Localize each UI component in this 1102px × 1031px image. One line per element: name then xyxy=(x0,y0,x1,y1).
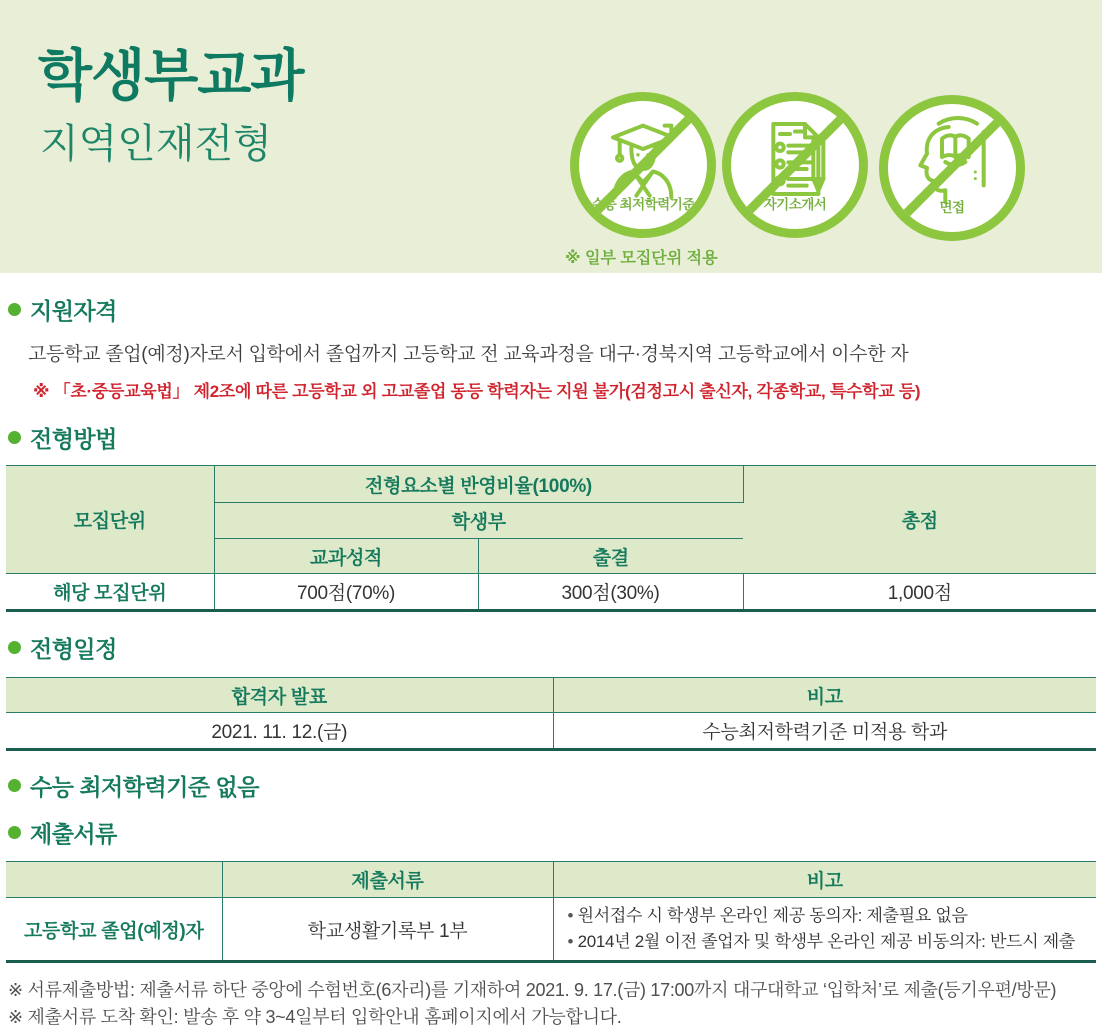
badge-csat-minimum xyxy=(570,92,716,238)
section-schedule-heading xyxy=(8,631,1102,664)
table-row xyxy=(6,898,1096,962)
documents-table xyxy=(6,861,1096,963)
method-header-subject: 교과성적 xyxy=(214,539,478,574)
table-row xyxy=(6,713,1096,750)
header-band xyxy=(0,0,1102,273)
badge-note: ※ 일부 모집단위 적용 xyxy=(565,250,718,267)
page-subtitle: 지역인재전형 xyxy=(40,122,272,166)
documents-header-remark: 비고 xyxy=(553,862,1096,898)
method-table xyxy=(6,465,1096,612)
section-minimum-heading xyxy=(8,769,1102,802)
method-header-total: 총점 xyxy=(743,466,1096,574)
badge-interview xyxy=(879,95,1025,241)
documents-header-target xyxy=(6,862,222,898)
method-row-subject: 700점(70%) xyxy=(214,574,478,611)
section-title: 전형방법 xyxy=(30,426,117,452)
schedule-table xyxy=(6,677,1096,751)
method-row-attendance: 300점(30%) xyxy=(478,574,743,611)
badge-label: 자기소개서 xyxy=(763,197,827,212)
schedule-header-announce: 합격자 발표 xyxy=(6,678,553,713)
bullet-dot-icon xyxy=(8,431,21,444)
section-eligibility-heading xyxy=(8,293,1102,326)
method-row-total: 1,000점 xyxy=(743,574,1096,611)
method-header-attendance: 출결 xyxy=(478,539,743,574)
documents-header-document: 제출서류 xyxy=(222,862,553,898)
schedule-header-remark: 비고 xyxy=(553,678,1096,713)
content-area xyxy=(0,273,1102,1031)
method-header-record: 학생부 xyxy=(214,503,743,539)
footnote-arrival-check: ※ 제출서류 도착 확인: 발송 후 약 3~4일부터 입학안내 홈페이지에서 가능합니다. xyxy=(8,1007,622,1027)
note-line: • 원서접수 시 학생부 온라인 제공 동의자: 제출필요 없음 xyxy=(568,903,1091,929)
note-line: • 2014년 2월 이전 졸업자 및 학생부 온라인 제공 비동의자: 반드시 제출 xyxy=(568,929,1091,955)
section-documents-heading xyxy=(8,816,1102,849)
schedule-row-announce: 2021. 11. 12.(금) xyxy=(6,713,553,750)
documents-row-notes xyxy=(553,898,1096,962)
method-header-ratio: 전형요소별 반영비율(100%) xyxy=(214,466,743,503)
section-title: 전형일정 xyxy=(30,636,117,662)
page-title: 학생부교과 xyxy=(38,44,304,107)
badge-label: 수능 최저학력기준 xyxy=(591,197,695,212)
method-row-unit: 해당 모집단위 xyxy=(6,574,214,611)
section-method-heading xyxy=(8,421,1102,454)
bullet-dot-icon xyxy=(8,779,21,792)
schedule-row-remark: 수능최저학력기준 미적용 학과 xyxy=(553,713,1096,750)
badge-label: 면접 xyxy=(939,200,965,215)
section-title: 제출서류 xyxy=(30,821,117,847)
documents-row-document: 학교생활기록부 1부 xyxy=(222,898,553,962)
table-row xyxy=(6,574,1096,611)
footnotes xyxy=(8,977,1102,1031)
eligibility-text: 고등학교 졸업(예정)자로서 입학에서 졸업까지 고등학교 전 교육과정을 대구·경북지역 고등학교에서 이수한 자 xyxy=(28,344,909,365)
bullet-dot-icon xyxy=(8,641,21,654)
badge-self-introduction xyxy=(722,92,868,238)
footnote-submission-method: ※ 서류제출방법: 제출서류 하단 중앙에 수험번호(6자리)를 기재하여 2021. 9. 17.(금) 17:00까지 대구대학교 ‘입학처’로 제출(등기우편/방문) xyxy=(8,980,1057,1000)
bullet-dot-icon xyxy=(8,303,21,316)
documents-row-target: 고등학교 졸업(예정)자 xyxy=(6,898,222,962)
eligibility-warning: ※ 「초·중등교육법」 제2조에 따른 고등학교 외 고교졸업 동등 학력자는 지원 불가(검정고시 출신자, 각종학교, 특수학교 등) xyxy=(33,382,921,401)
section-title: 지원자격 xyxy=(30,298,117,324)
method-header-unit: 모집단위 xyxy=(6,466,214,574)
section-title: 수능 최저학력기준 없음 xyxy=(30,774,259,800)
bullet-dot-icon xyxy=(8,826,21,839)
